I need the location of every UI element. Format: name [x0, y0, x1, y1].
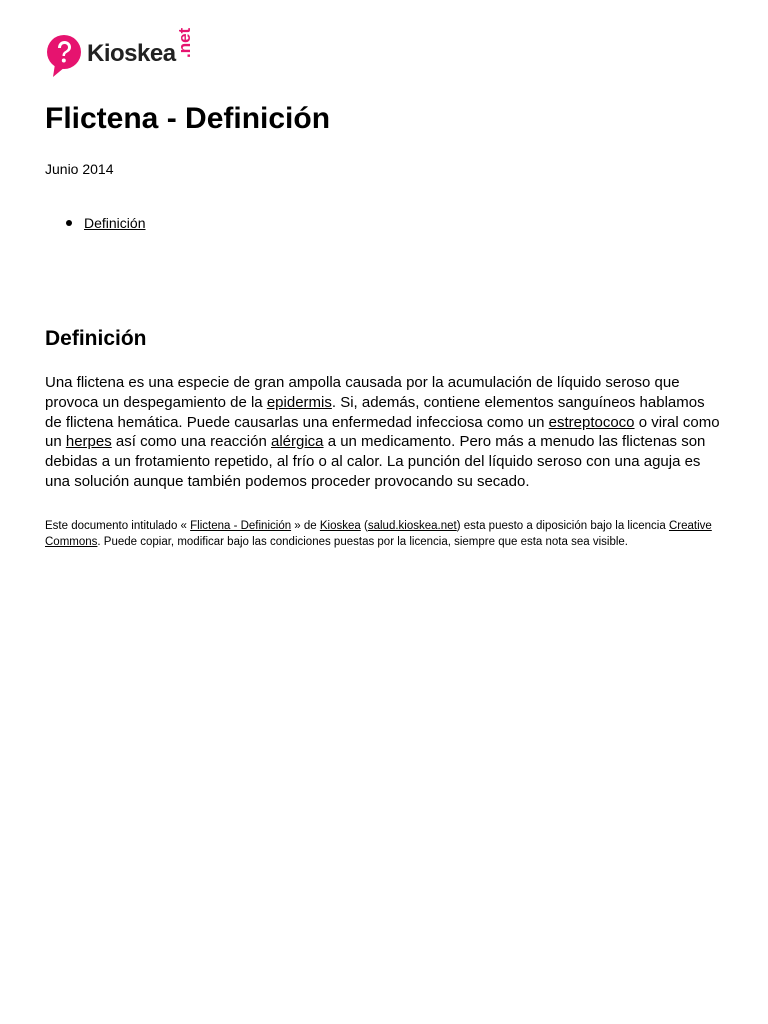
link-kioskea[interactable]: Kioskea: [319, 520, 361, 532]
link-alergica[interactable]: alérgica: [271, 433, 324, 451]
link-estreptococo[interactable]: estreptococo: [548, 413, 635, 431]
license-text: . Puede copiar, modificar bajo las condiciones puestas por la licencia, siempre que esta nota sea visible.: [97, 536, 628, 548]
paragraph-text: . Si, además, contiene elementos sanguíneos hablamos de flictena hemática. Puede causarlas una enfermedad infecciosa como un: [45, 393, 705, 431]
link-herpes[interactable]: herpes: [65, 433, 112, 451]
license-text: Este documento intitulado «: [45, 520, 191, 532]
paragraph-text: o viral como un: [45, 413, 720, 451]
license-text: » de: [291, 520, 320, 532]
page-title: Flictena - Definición: [45, 102, 331, 135]
link-site[interactable]: salud.kioskea.net: [367, 520, 457, 532]
logo-tld-text: .net: [174, 27, 194, 58]
question-bubble-icon: [45, 34, 83, 78]
toc-item: [45, 214, 145, 232]
section-heading: Definición: [45, 327, 147, 350]
definition-paragraph: [45, 373, 725, 492]
license-note: [45, 518, 725, 550]
toc-link-definicion[interactable]: Definición: [84, 215, 146, 231]
paragraph-text: así como una reacción: [111, 433, 271, 451]
license-text: ) esta puesto a diposición bajo la licencia: [456, 520, 669, 532]
kioskea-logo: [45, 27, 194, 78]
bullet-icon: [66, 220, 72, 226]
publication-date: Junio 2014: [45, 161, 114, 177]
table-of-contents: [45, 214, 145, 232]
link-creative-commons[interactable]: Creative Commons: [45, 520, 712, 548]
paragraph-text: a un medicamento. Pero más a menudo las flictenas son debidas a un frotamiento repetido, al frío o al calor. La punción del líquido seroso con una aguja es una solución aunque también podemos proceder provocando su secado.: [45, 433, 706, 490]
link-document-title[interactable]: Flictena - Definición: [190, 520, 292, 532]
license-text: (: [360, 520, 368, 532]
link-epidermis[interactable]: epidermis: [266, 393, 332, 411]
paragraph-text: Una flictena es una especie de gran ampolla causada por la acumulación de líquido seroso que provoca un despegamiento de la: [45, 374, 680, 411]
logo-brand-text: Kioskea: [87, 40, 176, 67]
